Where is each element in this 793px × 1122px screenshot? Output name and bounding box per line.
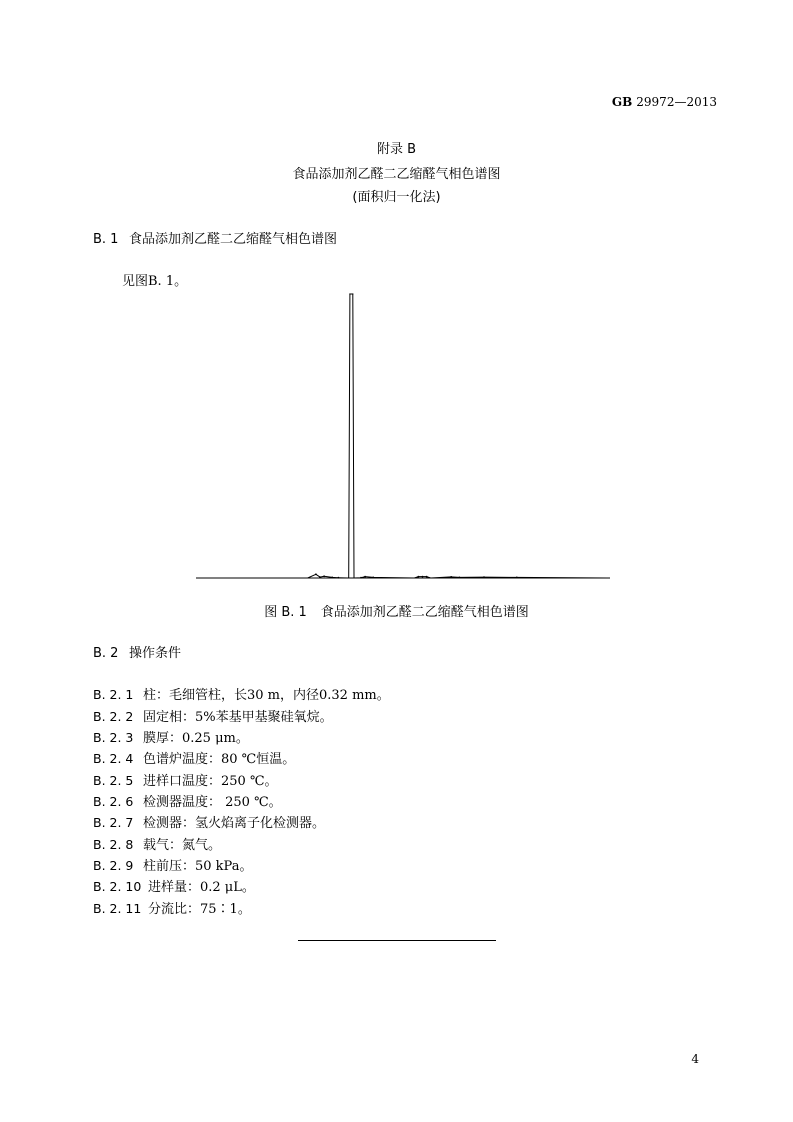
chromatogram-point [352,293,353,294]
condition-number: B. 2. 7 [93,815,134,830]
condition-text: 载气：氮气。 [143,838,222,853]
condition-row [93,855,252,874]
condition-text: 检测器：氢火焰离子化检测器。 [143,816,326,831]
condition-number: B. 2. 2 [93,709,134,724]
chromatogram-point [372,577,374,579]
condition-number: B. 2. 3 [93,730,134,745]
condition-text: 进样口温度：250 ℃。 [143,774,278,789]
figure-caption [0,601,793,620]
condition-row [93,770,278,789]
condition-row [93,684,390,703]
chromatogram-point [426,576,428,578]
condition-row [93,812,325,831]
annex-subtitle: (面积归一化法) [352,190,441,205]
condition-text: 色谱炉温度：80 ℃恒温。 [143,752,296,767]
chromatogram-point [450,576,452,578]
chromatogram-point [331,577,333,579]
section-number: B. 2 [93,646,119,661]
page-number: 4 [691,1052,699,1066]
condition-row [93,706,333,725]
section-title: 食品添加剂乙醛二乙缩醛气相色谱图 [129,232,338,247]
section-title: 操作条件 [129,646,182,661]
condition-row [93,898,251,917]
chromatogram-point [516,577,518,579]
annex-label: 附录 B [376,142,417,157]
condition-number: B. 2. 11 [93,901,142,916]
chromatogram-point [418,576,420,578]
standard-prefix: GB [611,95,633,109]
figure-number: 图 B. 1 [264,605,307,620]
condition-row [93,748,295,767]
condition-text: 分流比：75∶1。 [148,902,251,917]
figure-caption-text: 食品添加剂乙醛二乙缩醛气相色谱图 [320,605,529,620]
condition-row [93,727,249,746]
section-heading-b1 [93,228,337,247]
chromatogram-point [338,577,340,579]
chromatogram-point [360,577,362,579]
figure-reference-text: 见图B. 1。 [122,274,188,289]
condition-number: B. 2. 1 [93,687,134,702]
chromatogram-point [323,575,325,577]
chromatogram-series-line [197,294,607,578]
chromatogram-point [422,576,424,578]
condition-text: 柱前压：50 kPa。 [143,859,253,874]
condition-row [93,791,282,810]
chromatogram-point [459,577,461,579]
condition-number: B. 2. 10 [93,879,142,894]
section-heading-b2 [93,642,181,661]
standard-number: 29972—2013 [636,95,717,109]
condition-row [93,876,255,895]
condition-text: 柱：毛细管柱，长30 m，内径0.32 mm。 [143,688,390,703]
condition-number: B. 2. 6 [93,794,134,809]
condition-number: B. 2. 9 [93,858,134,873]
condition-row [93,834,221,853]
condition-text: 进样量：0.2 μL。 [148,880,255,895]
chromatogram-point [364,576,366,578]
condition-text: 膜厚：0.25 μm。 [143,731,249,746]
chromatogram-point [483,576,485,578]
chromatogram-chart [196,292,610,584]
chromatogram-point [319,576,321,578]
condition-number: B. 2. 8 [93,837,134,852]
condition-text: 固定相：5%苯基甲基聚硅氧烷。 [143,710,333,725]
condition-number: B. 2. 5 [93,773,134,788]
end-rule-divider [298,940,496,941]
chromatogram-point [315,573,317,575]
annex-title: 食品添加剂乙醛二乙缩醛气相色谱图 [292,167,501,182]
condition-number: B. 2. 4 [93,751,134,766]
section-number: B. 1 [93,232,119,247]
chromatogram-point [349,293,350,294]
standard-header [612,95,717,109]
condition-text: 检测器温度： 250 ℃。 [143,795,282,810]
